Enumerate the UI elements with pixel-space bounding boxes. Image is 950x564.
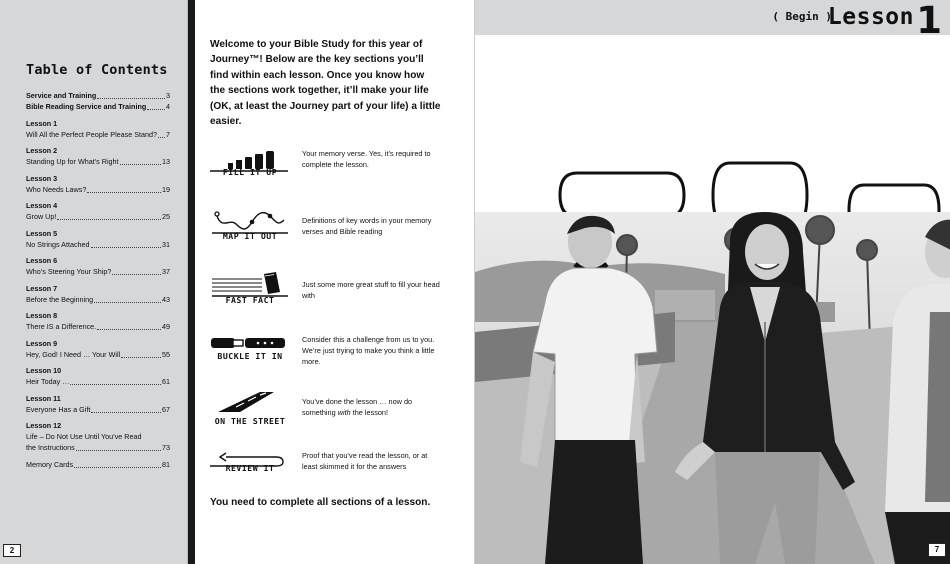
toc-entry[interactable] <box>26 255 170 277</box>
book-spine <box>188 0 195 564</box>
toc-entry-page: 31 <box>162 239 170 249</box>
toc-entry[interactable] <box>26 420 170 453</box>
section-description: Your memory verse. Yes, it’s required to complete the lesson. <box>302 149 431 169</box>
section-description: Just some more great stuff to fill your head with <box>302 280 440 300</box>
section-description: Definitions of key words in your memory verses and Bible reading <box>302 216 432 236</box>
lesson-header-bar <box>475 0 950 42</box>
toc-entry[interactable] <box>26 338 170 360</box>
toc-leader-dots <box>91 412 161 413</box>
toc-entry-label: Lesson 5 <box>26 228 58 238</box>
toc-entry[interactable] <box>26 118 170 140</box>
section-label: FAST FACT <box>225 295 275 305</box>
toc-entry-page: 3 <box>166 91 170 100</box>
toc-entry-label: Lesson 7 <box>26 283 58 293</box>
toc-entry-title: Will All the Perfect People Please Stand? <box>26 129 158 139</box>
toc-entry-line <box>26 442 170 453</box>
toc-entry-title: Grow Up! <box>26 212 57 221</box>
toc-entry-title: Hey, God! I Need … Your Will <box>26 349 121 359</box>
section-map-it-out <box>210 208 460 258</box>
toc-entry-title: Before the Beginning <box>26 294 94 304</box>
toc-entry-label: Lesson 3 <box>26 173 58 183</box>
return-arrow-icon <box>210 450 290 492</box>
toc-leader-dots <box>121 357 161 358</box>
toc-entry[interactable] <box>26 145 170 167</box>
toc-entry-title: Memory Cards <box>26 459 74 469</box>
toc-entry-line <box>26 101 170 112</box>
toc-leader-dots <box>70 384 161 385</box>
section-description: Proof that you’ve read the lesson, or at least skimmed it for the answers <box>302 451 428 471</box>
toc-entry-line <box>26 294 170 305</box>
lesson-opener-page <box>475 0 950 564</box>
toc-entry-title: Heir Today … <box>26 377 70 386</box>
toc-entry[interactable] <box>26 459 170 470</box>
toc-entry[interactable] <box>26 90 170 101</box>
section-label: BUCKLE IT IN <box>217 351 283 361</box>
toc-entry-page: 49 <box>162 322 170 331</box>
right-page-number: 7 <box>928 543 946 557</box>
toc-entry-label: Lesson 4 <box>26 201 58 210</box>
section-description: You’ve done the lesson … now do something with the lesson! <box>302 397 413 417</box>
toc-entry-line <box>26 266 170 277</box>
toc-entry-page: 81 <box>162 459 170 469</box>
seat-belt-icon <box>210 334 290 376</box>
toc-entry[interactable] <box>26 101 170 112</box>
toc-entry[interactable] <box>26 200 170 222</box>
toc-entry-page: 73 <box>162 443 170 452</box>
toc-entry-title: Service and Training <box>26 91 97 100</box>
bar-steps-icon <box>210 148 290 190</box>
footer-note: You need to complete all sections of a lesson. <box>210 497 431 508</box>
toc-entry-label: Lesson 12 <box>26 421 62 430</box>
intro-paragraph: Welcome to your Bible Study for this year of Journey™! Below are the key sections you’ll find within each lesson. Once you know how the sections work together, it’ll make your life (OK, at least the Journey part of your life) a little easier. <box>210 39 441 128</box>
toc-entry-line <box>26 459 170 470</box>
lesson-title: Lesson <box>827 4 914 30</box>
toc-entry-label: Lesson 9 <box>26 338 58 348</box>
toc-entry-title: There IS a Difference. <box>26 322 97 331</box>
toc-leader-dots <box>57 219 161 220</box>
toc-entry-page: 43 <box>162 294 170 304</box>
toc-entry[interactable] <box>26 310 170 332</box>
toc-entry-page: 7 <box>166 129 170 139</box>
table-of-contents-page <box>0 0 188 564</box>
toc-entry-page: 37 <box>162 267 170 276</box>
toc-entry-title: No Strings Attached <box>26 239 90 249</box>
lesson-number: 1 <box>916 0 942 42</box>
toc-entry[interactable] <box>26 173 170 195</box>
toc-entry-line <box>26 349 170 360</box>
toc-entry-title: Everyone Has a Gift <box>26 404 91 414</box>
toc-entry-page: 67 <box>162 404 170 414</box>
left-page-number: 2 <box>3 544 21 557</box>
toc-entry-line <box>26 321 170 332</box>
section-fill-it-up <box>210 148 460 198</box>
section-on-the-street <box>210 390 460 440</box>
section-label: REVIEW IT <box>225 463 275 473</box>
section-label: ON THE STREET <box>214 416 286 426</box>
toc-entry-line <box>26 184 170 195</box>
toc-entry-line <box>26 404 170 415</box>
toc-entry-page: 13 <box>162 157 170 166</box>
toc-entry[interactable] <box>26 393 170 415</box>
section-label: MAP IT OUT <box>222 231 278 241</box>
toc-entry[interactable] <box>26 228 170 250</box>
toc-entry-label: Lesson 2 <box>26 146 58 155</box>
toc-entry[interactable] <box>26 283 170 305</box>
toc-leader-dots <box>74 467 161 468</box>
toc-entry-label: Lesson 8 <box>26 311 58 320</box>
toc-entry-line <box>26 376 170 387</box>
toc-entry-page: 61 <box>162 377 170 386</box>
toc-leader-dots <box>97 98 165 99</box>
toc-entry[interactable] <box>26 365 170 387</box>
toc-entry-label: Lesson 11 <box>26 393 61 403</box>
road-icon <box>210 390 290 432</box>
toc-entry-title-line: Life – Do Not Use Until You’ve Read <box>26 432 142 441</box>
toc-entry-page: 25 <box>162 212 170 221</box>
sections-guide-page <box>195 0 475 564</box>
toc-entry-page: 55 <box>162 349 170 359</box>
toc-entry-line <box>26 90 170 101</box>
section-fast-fact <box>210 270 460 320</box>
section-description: Consider this a challenge from us to you. We’re just trying to make you think a little more. <box>302 335 435 366</box>
toc-leader-dots <box>76 450 161 451</box>
toc-entry-label: Lesson 1 <box>26 118 58 128</box>
toc-leader-dots <box>87 192 161 193</box>
toc-entry-label: Lesson 6 <box>26 256 58 265</box>
speeding-book-icon <box>210 270 290 312</box>
toc-leader-dots <box>147 109 165 110</box>
section-buckle-it-in <box>210 334 460 384</box>
toc-entry-label: Lesson 10 <box>26 366 62 375</box>
toc-list <box>26 90 170 470</box>
teens-walking-photo <box>475 212 950 564</box>
begin-label: ( Begin ) <box>772 10 832 23</box>
toc-entry-line <box>26 211 170 222</box>
toc-entry-line <box>26 156 170 167</box>
toc-entry-title: the Instructions <box>26 443 75 452</box>
toc-entry-page: 19 <box>162 184 170 194</box>
toc-entry-title: Standing Up for What’s Right <box>26 157 119 166</box>
toc-entry-page: 4 <box>166 102 170 111</box>
toc-entry-title: Bible Reading Service and Training <box>26 102 147 111</box>
toc-entry-line <box>26 129 170 140</box>
toc-title: Table of Contents <box>26 62 168 78</box>
toc-leader-dots <box>97 329 161 330</box>
toc-leader-dots <box>91 247 161 248</box>
toc-leader-dots <box>112 274 161 275</box>
toc-entry-line <box>26 239 170 250</box>
toc-leader-dots <box>94 302 161 303</box>
toc-entry-title: Who’s Steering Your Ship? <box>26 267 112 276</box>
section-label: FILL IT UP <box>222 167 278 177</box>
toc-leader-dots <box>158 137 165 138</box>
section-review-it <box>210 450 460 500</box>
route-map-icon <box>210 208 290 250</box>
toc-leader-dots <box>120 164 161 165</box>
toc-entry-title: Who Needs Laws? <box>26 184 87 194</box>
